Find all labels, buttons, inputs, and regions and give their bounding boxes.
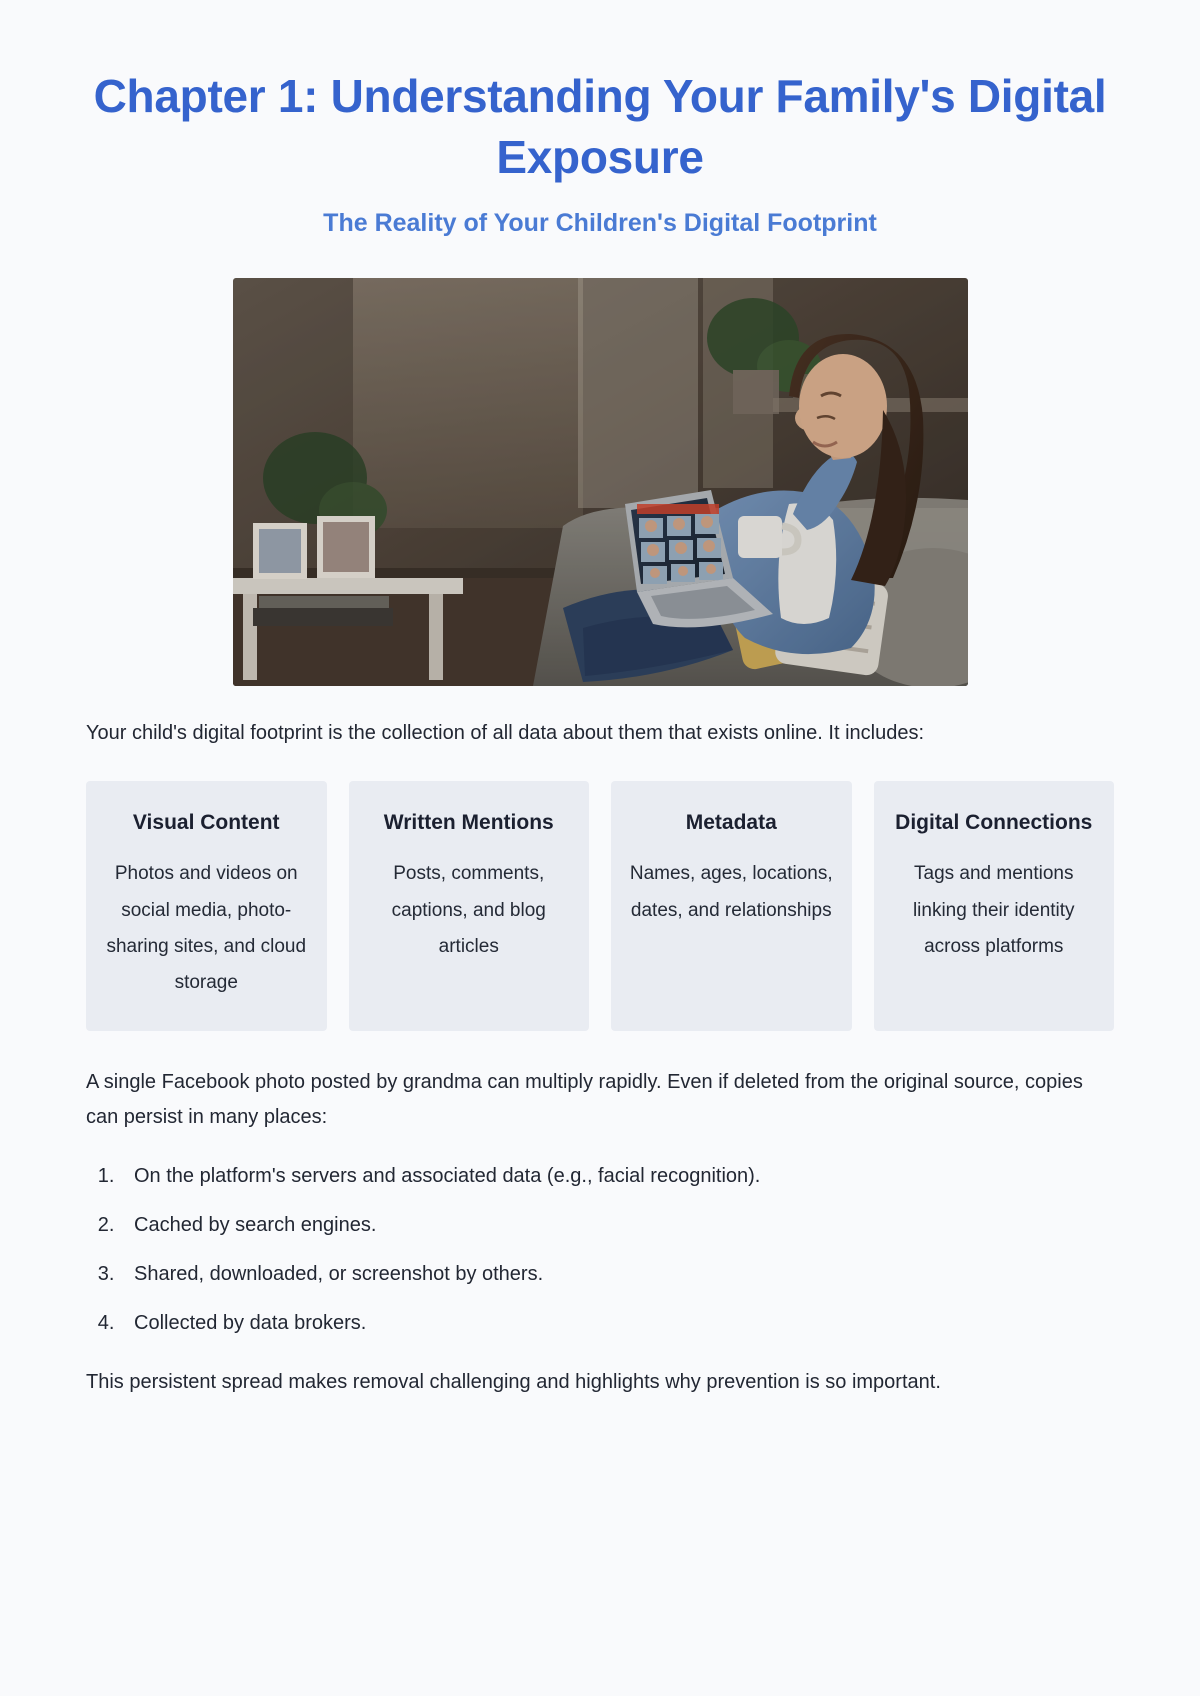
hero-image (233, 278, 968, 686)
hero-image-container (86, 278, 1114, 686)
page-subtitle: The Reality of Your Children's Digital Footprint (323, 209, 877, 238)
footprint-cards (86, 781, 1114, 1031)
card-body: Photos and videos on social media, photo-sharing sites, and cloud storage (106, 863, 307, 993)
card-title: Digital Connections (895, 810, 1093, 834)
card-title: Metadata (685, 810, 777, 834)
card-title: Visual Content (132, 810, 280, 834)
list-item: 4. Collected by data brokers. (120, 1308, 1114, 1339)
list-item: 2. Cached by search engines. (120, 1210, 1114, 1241)
card-visual-content (86, 781, 327, 1031)
card-metadata (611, 781, 852, 1031)
card-body: Posts, comments, captions, and blog articles (391, 863, 546, 957)
closing-paragraph: This persistent spread makes removal challenging and highlights why prevention is so important. (86, 1370, 941, 1393)
list-item: 3. Shared, downloaded, or screenshot by others. (120, 1259, 1114, 1290)
card-body: Names, ages, locations, dates, and relationships (629, 863, 833, 921)
page-title: Chapter 1: Understanding Your Family's Digital Exposure (93, 70, 1107, 183)
spread-paragraph: A single Facebook photo posted by grandma can multiply rapidly. Even if deleted from the original source, copies can persist in many places: (86, 1070, 1083, 1128)
list-item: 1. On the platform's servers and associated data (e.g., facial recognition). (120, 1161, 1114, 1192)
card-body: Tags and mentions linking their identity across platforms (912, 863, 1075, 957)
card-title: Written Mentions (383, 810, 554, 834)
card-written-mentions (349, 781, 590, 1031)
spread-list (86, 1161, 1114, 1339)
intro-paragraph: Your child's digital footprint is the collection of all data about them that exists online. It includes: (86, 721, 925, 744)
card-digital-connections (874, 781, 1115, 1031)
